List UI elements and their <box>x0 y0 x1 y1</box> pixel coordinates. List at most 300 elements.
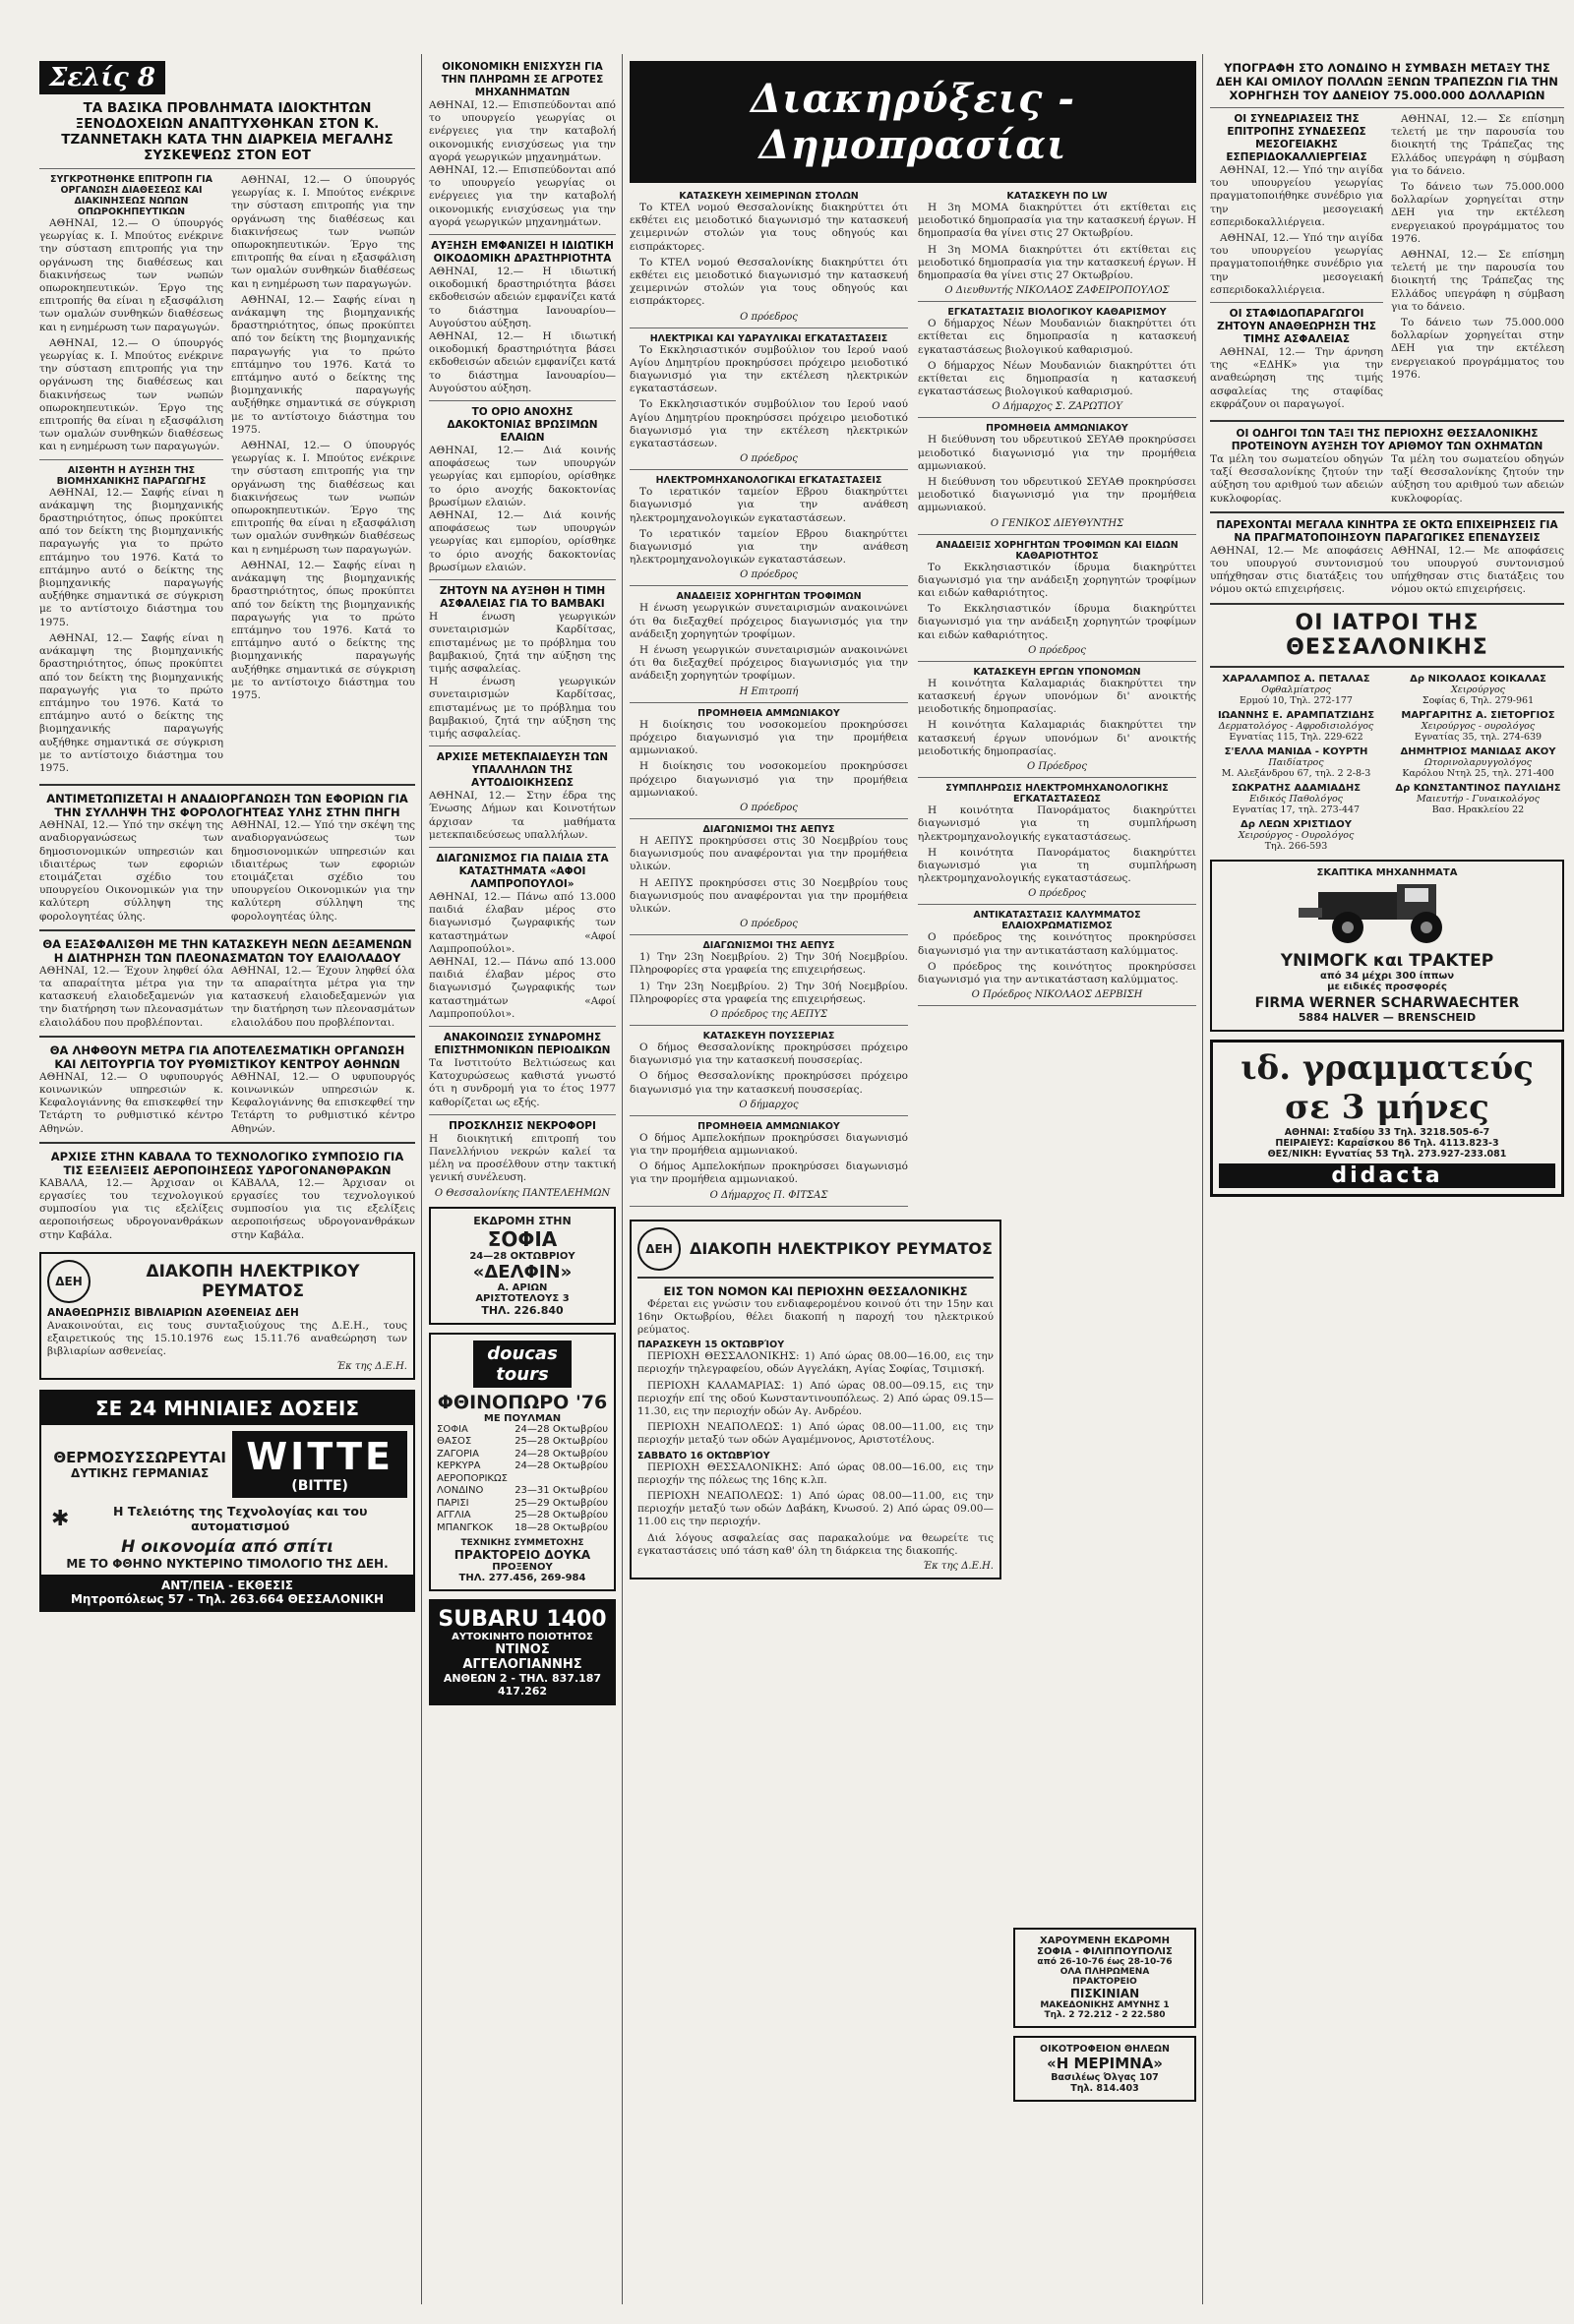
tender-notice <box>630 824 908 935</box>
tender-title: ΣΥΜΠΛΗΡΩΣΙΣ ΗΛΕΚΤΡΟΜΗΧΑΝΟΛΟΓΙΚΗΣ ΕΓΚΑΤΑΣΤΑΣΕΩΣ <box>945 783 1169 805</box>
dei-ad-title: ΔΙΑΚΟΠΗ ΗΛΕΚΤΡΙΚΟΥ ΡΕΥΜΑΤΟΣ <box>146 1261 360 1301</box>
article-text: ΑΘΗΝΑΙ, 12.— Διά κοινής αποφάσεως των υπουργών γεωργίας και εμπορίου, ορίσθηκε το όριο ανοχής δακοκτονίας βρωσίμων ελαιών. <box>429 445 616 508</box>
tender-text: Η 3η ΜΟΜΑ διακηρύττει ότι εκτίθεται εις μειοδοτικό δημοπρασία για την κατασκευή έργων. Η δημοπρασία θα γίνει στις 27 Οκτωβρίου. <box>918 202 1196 240</box>
headline-hotels: ΤΑ ΒΑΣΙΚΑ ΠΡΟΒΛΗΜΑΤΑ ΙΔΙΟΚΤΗΤΩΝ ΞΕΝΟΔΟΧΕΙΩΝ ΑΝΑΠΤΥΧΘΗΚΑΝ ΣΤΟΝ Κ. ΤΖΑΝΝΕΤΑΚΗ ΚΑΤΑ ΤΗΝ ΔΙΑΡΚΕΙΑ ΜΕΓΑΛΗΣ ΣΥΣΚΕΨΕΩΣ ΣΤΟΝ ΕΟΤ <box>61 100 394 163</box>
delfin-line5: Α. ΑΡΙΩΝ <box>497 1281 548 1293</box>
article-text: ΑΘΗΝΑΙ, 12.— Σαφής είναι η ανάκαμψη της βιομηχανικής δραστηριότητος, όπως προκύπτει από τον δείκτη της βιομηχανικής παραγωγής για το πρώτο επτάμηνο του 1976. Κατά το επτάμηνο αυτό ο δείκτης της βιομηχανικής παραγωγής αυξήθηκε σημαντικά σε σύγκριση με το αντίστοιχο διάστημα του 1975. <box>231 559 415 701</box>
doctor-specialty: Ειδικός Παθολόγος <box>1249 793 1343 804</box>
delfin-line7: ΤΗΛ. 226.840 <box>481 1303 564 1317</box>
article-text: ΑΘΗΝΑΙ, 12.— Έχουν ληφθεί όλα τα απαραίτητα μέτρα για την κατασκευή ελαιοδεξαμενών για την διατήρηση των πλεονασμάτων ελαιολάδου που προβλέπονται. <box>39 964 223 1029</box>
tractor-icon <box>1279 878 1495 947</box>
doctor-specialty: Οφθαλμίατρος <box>1261 684 1331 695</box>
article-text: ΑΘΗΝΑΙ, 12.— Υπό την σκέψη της αναδιοργανώσεως των δημοσιονομικών υπηρεσιών και ιδιαιτέρως των εφοριών ετοιμάζεται σχέδιο του υπουργείου Οικονομικών για την καλύτερη σύλληψη της φορολογητέας ύλης. <box>231 819 415 923</box>
article-text: ΑΘΗΝΑΙ, 12.— Ο υφυπουργός κοινωνικών υπηρεσιών κ. Κεφαλογιάννης θα επισκεφθεί την Τετάρτη το ρυθμιστικό κέντρο Αθηνών. <box>39 1070 223 1135</box>
tender-notice <box>630 191 908 328</box>
tender-notice <box>918 423 1196 534</box>
article-text: ΑΘΗΝΑΙ, 12.— Σαφής είναι η ανάκαμψη της βιομηχανικής δραστηριότητος, όπως προκύπτει από τον δείκτη της βιομηχανικής παραγωγής για το πρώτο επτάμηνο του 1976. Κατά το επτάμηνο αυτό ο δείκτης της βιομηχανικής παραγωγής αυξήθηκε σημαντικά σε σύγκριση με το αντίστοιχο διάστημα του 1975. <box>39 486 223 628</box>
tender-notice <box>630 1121 908 1207</box>
article-text: ΑΘΗΝΑΙ, 12.— Σαφής είναι η ανάκαμψη της βιομηχανικής δραστηριότητος, όπως προκύπτει από τον δείκτη της βιομηχανικής παραγωγής για το πρώτο επτάμηνο του 1976. Κατά το επτάμηνο αυτό ο δείκτης της βιομηχανικής παραγωγής αυξήθηκε σημαντικά σε σύγκριση με το αντίστοιχο διάστημα του 1975. <box>39 631 223 774</box>
tender-title: ΕΓΚΑΤΑΣΤΑΣΙΣ ΒΙΟΛΟΓΙΚΟΥ ΚΑΘΑΡΙΣΜΟΥ <box>947 307 1167 319</box>
tender-text: Ο πρόεδρος της κοινότητος προκηρύσσει διαγωνισμό για την αντικατάσταση καλύμματος. <box>918 931 1196 957</box>
tender-text: Η ένωση γεωργικών συνεταιρισμών ανακοινώνει ότι θα διεξαχθεί πρόχειρος διαγωνισμός για την ανάδειξη χορηγητών τροφίμων. <box>630 602 908 640</box>
tractor-firm: FIRMA WERNER SCHARWAECHTER <box>1254 994 1520 1011</box>
headline-construction: ΑΥΞΗΣΗ ΕΜΦΑΝΙΖΕΙ Η ΙΔΙΩΤΙΚΗ ΟΙΚΟΔΟΜΙΚΗ ΔΡΑΣΤΗΡΙΟΤΗΤΑ <box>431 240 614 266</box>
doctor-specialty: Μαιευτήρ - Γυναικολόγος <box>1416 793 1541 804</box>
article-text: ΑΘΗΝΑΙ, 12.— Υπό την αιγίδα του υπουργείου γεωργίας πραγματοποιήθηκε συνέδριο για την μεσογειακή εσπεριδοκαλλιέργεια. <box>1210 232 1383 296</box>
trip-place: ΑΕΡΟΠΟΡΙΚΩΣ <box>437 1472 508 1484</box>
doucas-footer-4: ΤΗΛ. 277.456, 269-984 <box>458 1573 586 1584</box>
tender-text: Ο δήμος Θεσσαλονίκης προκηρύσσει πρόχειρο διαγωνισμό για την κατασκευή πουσσερίας. <box>630 1070 908 1096</box>
tender-text: Το Εκκλησιαστικόν ίδρυμα διακηρύττει διαγωνισμό για την ανάδειξη χορηγητών τροφίμων και ειδών καθαριότητος. <box>918 561 1196 600</box>
tender-notice <box>918 191 1196 302</box>
doctor-address: Μ. Αλεξάνδρου 67, τηλ. 2 2-8-3 <box>1221 767 1371 779</box>
trip-place: ΘΑΣΟΣ <box>437 1436 472 1448</box>
doctor-name: Δρ ΛΕΩΝ ΧΡΙΣΤΙΔΟΥ <box>1241 818 1352 830</box>
article-text: Τα Ινστιτούτο Βελτιώσεως και Κατοχυρώσεως καθιστά γνωστό ότι η συνδρομή για το έτος 1977 καθορίζεται ως εξής. <box>429 1056 616 1108</box>
doctor-specialty: Χειρούργος <box>1451 684 1505 695</box>
tractor-ad <box>1210 860 1564 1032</box>
column-rule <box>421 54 422 2304</box>
excursion-t2: ΣΟΦΙΑ - ΦΙΛΙΠΠΟΥΠΟΛΙΣ <box>1037 1946 1173 1957</box>
tender-title: ΚΑΤΑΣΚΕΥΗ ΠΟ LW <box>1006 191 1108 202</box>
article-text: Το δάνειο των 75.000.000 δολλαρίων χορηγείται στην ΔΕΗ για την εκτέλεση ενεργειακού προγράμματος του 1976. <box>1391 317 1564 381</box>
dei-ad-signature: Έκ της Δ.Ε.Η. <box>336 1361 407 1373</box>
tender-text: 1) Την 23η Νοεμβρίου. 2) Την 30ή Νοεμβρίου. Πληροφορίες στα γραφεία της επιχειρήσεως. <box>630 951 908 977</box>
dei-outage-p1: ΠΕΡΙΟΧΗ ΘΕΣΣΑΛΟΝΙΚΗΣ: 1) Από ώρας 08.00—16.00, εις την περιοχήν τηλεγραφείου, οδών Αγγελάκη, Αγίας Σοφίας, Τσιμισκή. <box>637 1350 994 1376</box>
article-text: Η ένωση γεωργικών συνεταιρισμών Καρδίτσας, επισταμένως με το πρόβλημα του βαμβακιού, ζητά την αύξηση της τιμής ασφαλείας. <box>429 611 616 675</box>
doctor-entry <box>1210 819 1382 852</box>
doctor-entry <box>1210 783 1382 815</box>
tender-notice <box>918 910 1196 1006</box>
trip-dates: 24—28 Οκτωβρίου <box>515 1460 608 1472</box>
doctor-name: ΜΑΡΓΑΡΙΤΗΣ Α. ΣΙΕΤΟΡΓΙΟΣ <box>1401 709 1555 721</box>
article-text: ΑΘΗΝΑΙ, 12.— Επισπεύδονται από το υπουργείο γεωργίας οι ενέργειες για την καταβολή οικονομικής ενισχύσεως για την αγορά γεωργικών μηχανημάτων. <box>429 99 616 163</box>
delfin-line3: 24—28 ΟΚΤΩΒΡΙΟΥ <box>469 1250 575 1262</box>
didacta-a1: ΑΘΗΝΑΙ: Σταδίου 33 Τηλ. 3218.505-6-7 <box>1284 1126 1490 1138</box>
tender-text: Ο δήμος Αμπελοκήπων προκηρύσσει διαγωνισμό για την προμήθεια αμμωνιακού. <box>630 1131 908 1157</box>
dei-outage-title: ΔΙΑΚΟΠΗ ΗΛΕΚΤΡΙΚΟΥ ΡΕΥΜΑΤΟΣ <box>690 1239 993 1259</box>
trip-row <box>437 1473 608 1486</box>
excursion-t6: ΠΙΣΚΙΝΙΑΝ <box>1069 1987 1140 2000</box>
witte-brand-sub: (BITTE) <box>291 1478 348 1495</box>
didacta-h2: σε 3 μήνες <box>1285 1087 1489 1127</box>
doctor-address: Εγνατίας 115, Τηλ. 229-622 <box>1229 731 1363 743</box>
article-text: ΑΘΗΝΑΙ, 12.— Σε επίσημη τελετή με την παρουσία του διοικητή της Τράπεζας της Ελλάδος υπεγράφη η σύμβαση για το δάνειο. <box>1391 249 1564 313</box>
doctor-name: ΙΩΑΝΝΗΣ Ε. ΑΡΑΜΠΑΤΖΙΔΗΣ <box>1217 709 1375 721</box>
excursion-t7: ΜΑΚΕΔΟΝΙΚΗΣ ΑΜΥΝΗΣ 1 <box>1040 2000 1170 2010</box>
delfin-line1: ΕΚΔΡΟΜΗ ΣΤΗΝ <box>473 1214 572 1227</box>
tender-notice <box>630 940 908 1026</box>
article-text: ΑΘΗΝΑΙ, 12.— Ο ύπουργός γεωργίας κ. Ι. Μπούτος ενέκρινε την σύσταση επιτροπής για την οργάνωση της διαθέσεως και διακινήσεως των νωπών οπωροκηπευτικών. Έργο της επιτροπής θα είναι η εξασφάλιση των ομαλών συνθηκών διαθέσεως και η ενημέρωση των παραγωγών. <box>39 217 223 333</box>
doucas-title: ΦΘΙΝΟΠΩΡΟ '76 <box>437 1391 608 1413</box>
merimna-ad <box>1013 2036 1196 2102</box>
doctor-address: Βασ. Ηρακλείου 22 <box>1431 804 1525 815</box>
article-text: Η ένωση γεωργικών συνεταιρισμών Καρδίτσας, επισταμένως με το πρόβλημα του βαμβακιού, ζητά την αύξηση της τιμής ασφαλείας. <box>429 676 616 740</box>
article-text: ΑΘΗΝΑΙ, 12.— Υπό την αιγίδα του υπουργείου γεωργίας πραγματοποιήθηκε συνέδριο για την μεσογειακή εσπεριδοκαλλιέργεια. <box>1210 164 1383 228</box>
article-text: ΑΘΗΝΑΙ, 12.— Επισπεύδονται από το υπουργείο γεωργίας οι ενέργειες για την καταβολή οικονομικής ενισχύσεως για την αγορά γεωργικών μηχανημάτων. <box>429 164 616 228</box>
headline-olive-oil: ΘΑ ΕΞΑΣΦΑΛΙΣΘΗ ΜΕ ΤΗΝ ΚΑΤΑΣΚΕΥΗ ΝΕΩΝ ΔΕΞΑΜΕΝΩΝ Η ΔΙΑΤΗΡΗΣΗ ΤΩΝ ΠΛΕΟΝΑΣΜΑΤΩΝ ΤΟΥ ΕΛΑΙΟΛΑΔΟΥ <box>42 936 412 965</box>
trip-row <box>437 1510 608 1522</box>
headline-tax-offices: ΑΝΤΙΜΕΤΩΠΙΖΕΤΑΙ Η ΑΝΑΔΙΟΡΓΑΝΩΣΗ ΤΩΝ ΕΦΟΡΙΩΝ ΓΙΑ ΤΗΝ ΣΥΛΛΗΨΗ ΤΗΣ ΦΟΡΟΛΟΓΗΤΕΑΣ ΥΛΗΣ ΣΤΗΝ ΠΗΓΗ <box>46 792 408 820</box>
tender-text: Η κοινότητα Καλαμαριάς διακηρύττει την κατασκευή έργων υπονόμων δι' ανοικτής μειοδοτικής δημοπρασίας. <box>918 677 1196 716</box>
headline-machinery: ΟΙΚΟΝΟΜΙΚΗ ΕΝΙΣΧΥΣΗ ΓΙΑ ΤΗΝ ΠΛΗΡΩΜΗ ΣΕ ΑΓΡΟΤΕΣ ΜΗΧΑΝΗΜΑΤΩΝ <box>441 61 604 98</box>
column-rule <box>622 54 623 2304</box>
tender-title: ΗΛΕΚΤΡΙΚΑΙ ΚΑΙ ΥΔΡΑΥΛΙΚΑΙ ΕΓΚΑΤΑΣΤΑΣΕΙΣ <box>649 332 888 344</box>
trip-row <box>437 1522 608 1535</box>
headline-taxis: ΟΙ ΟΔΗΓΟΙ ΤΩΝ ΤΑΞΙ ΤΗΣ ΠΕΡΙΟΧΗΣ ΘΕΣΣΑΛΟΝΙΚΗΣ ΠΡΟΤΕΙΝΟΥΝ ΑΥΞΗΣΗ ΤΟΥ ΑΡΙΘΜΟΥ ΤΩΝ ΟΧΗΜΑΤΩΝ <box>1231 428 1544 453</box>
col4-bottom-ads <box>1013 1928 1196 2102</box>
tender-signature: Ο πρόεδρος της ΑΕΠΥΣ <box>709 1008 828 1020</box>
merimna-t4: Τηλ. 814.403 <box>1070 2083 1139 2094</box>
article-text: ΑΘΗΝΑΙ, 12.— Στην έδρα της Ένωσης Δήμων και Κοινοτήτων άρχισαν τα μαθήματα μετεκπαιδεύσεως υπαλλήλων. <box>429 790 616 841</box>
trip-row <box>437 1498 608 1511</box>
headline-journals: ΑΝΑΚΟΙΝΩΣΙΣ ΣΥΝΔΡΟΜΗΣ ΕΠΙΣΤΗΜΟΝΙΚΩΝ ΠΕΡΙΟΔΙΚΩΝ <box>434 1031 611 1056</box>
tender-text: Το ιερατικόν ταμείον Εβρου διακηρύττει διαγωνισμό για την ανάθεση ηλεκτρομηχανολογικών εγκαταστάσεων. <box>630 527 908 566</box>
doctor-entry <box>1392 783 1564 815</box>
dei-outage-heading: ΕΙΣ ΤΟΝ ΝΟΜΟΝ ΚΑΙ ΠΕΡΙΟΧΗΝ ΘΕΣΣΑΛΟΝΙΚΗΣ <box>663 1283 968 1298</box>
witte-brand: WITTE <box>246 1435 394 1479</box>
article-text: ΑΘΗΝΑΙ, 12.— Με αποφάσεις του υπουργού συντονισμού υπήχθησαν στις διατάξεις του νόμου οκτώ επιχειρήσεις. <box>1210 544 1383 596</box>
doctor-address: Εγνατίας 17, τηλ. 273-447 <box>1232 804 1361 815</box>
trip-dates: 24—28 Οκτωβρίου <box>515 1448 608 1460</box>
trip-row <box>437 1424 608 1437</box>
tender-text: Η κοινότητα Πανοράματος διακηρύττει διαγωνισμό για τη συμπλήρωση ηλεκτρομηχανολογικής εγκαταστάσεως. <box>918 846 1196 885</box>
witte-tagline-2: ΜΕ ΤΟ ΦΘΗΝΟ ΝΥΚΤΕΡΙΝΟ ΤΙΜΟΛΟΓΙΟ ΤΗΣ ΔΕΗ. <box>66 1557 389 1572</box>
witte-address: Μητροπόλεως 57 - Τηλ. 263.664 ΘΕΣΣΑΛΟΝΙΚΗ <box>70 1592 385 1607</box>
article-text: ΑΘΗΝΑΙ, 12.— Ο ύπουργός γεωργίας κ. Ι. Μπούτος ενέκρινε την σύσταση επιτροπής για την οργάνωση της διαθέσεως και διακινήσεως των νωπών οπωροκηπευτικών. Έργο της επιτροπής θα είναι η εξασφάλιση των ομαλών συνθηκών διαθέσεως και η ενημέρωση των παραγωγών. <box>231 174 415 290</box>
page-number-tag: Σελίς 8 <box>39 61 165 94</box>
merimna-t2: «Η ΜΕΡΙΜΝΑ» <box>1047 2055 1163 2072</box>
doctor-name: Δρ ΝΙΚΟΛΑΟΣ ΚΟΙΚΑΛΑΣ <box>1410 673 1546 685</box>
article-text: ΑΘΗΝΑΙ, 12.— Την άρνηση της «ΕΔΗΚ» για την αναθεώρηση της τιμής ασφαλείας της σταφίδας εκφράζουν οι παραγωγοί. <box>1210 346 1383 410</box>
headline-kavala-symposium: ΑΡΧΙΣΕ ΣΤΗΝ ΚΑΒΑΛΑ ΤΟ ΤΕΧΝΟΛΟΓΙΚΟ ΣΥΜΠΟΣΙΟ ΓΙΑ ΤΙΣ ΕΞΕΛΙΞΕΙΣ ΑΕΡΟΠΟΙΗΣΕΩΣ ΥΔΡΟΓΟΝΑΝΘΡΑΚΩΝ <box>50 1149 404 1177</box>
tenders-column-a <box>630 191 908 1212</box>
article-text: ΑΘΗΝΑΙ, 12.— Ο ύπουργός γεωργίας κ. Ι. Μπούτος ενέκρινε την σύσταση επιτροπής για την οργάνωση της διαθέσεως και διακινήσεως των νωπών οπωροκηπευτικών. Έργο της επιτροπής θα είναι η εξασφάλιση των ομαλών συνθηκών διαθέσεως και η ενημέρωση των παραγωγών. <box>39 336 223 453</box>
article-text: ΑΘΗΝΑΙ, 12.— Διά κοινής αποφάσεως των υπουργών γεωργίας και εμπορίου, ορίσθηκε το όριο ανοχής δακοκτονίας βρωσίμων ελαιών. <box>429 509 616 573</box>
tender-signature: Ο Πρόεδρος <box>1027 761 1087 773</box>
witte-star-text: Η Τελειότης της Τεχνολογίας και του αυτοματισμού <box>112 1504 368 1534</box>
dei-outage-intro: Φέρεται εις γνώσιν του ενδιαφερομένου κοινού ότι την 15ην και 16ην Οκτωβρίου, θέλει διακοπή η παροχή του ηλεκτρικού ρεύματος. <box>637 1297 994 1336</box>
doctor-address: Ερμού 10, Τηλ. 272-177 <box>1240 694 1353 706</box>
headline-loan: ΥΠΟΓΡΑΦΗ ΣΤΟ ΛΟΝΔΙΝΟ Η ΣΥΜΒΑΣΗ ΜΕΤΑΞΥ ΤΗΣ ΔΕΗ ΚΑΙ ΟΜΙΛΟΥ ΠΟΛΛΩΝ ΞΕΝΩΝ ΤΡΑΠΕΖΩΝ ΓΙΑ ΤΗΝ ΧΟΡΗΓΗΣΗ ΤΟΥ ΔΑΝΕΙΟΥ 75.000.000 ΔΟΛΛΑΡΙΩΝ <box>1216 61 1558 102</box>
tender-text: Η ΑΕΠΥΣ προκηρύσσει στις 30 Νοεμβρίου τους διαγωνισμούς που αναφέρονται για την προμήθεια υλικών. <box>630 876 908 915</box>
article-text: ΑΘΗΝΑΙ, 12.— Η ιδιωτική οικοδομική δραστηριότητα βάσει εκδοθεισών αδειών εμφανίζει κατά το διάστημα Ιανουαρίου—Αυγούστου αύξηση. <box>429 266 616 329</box>
tender-title: ΗΛΕΚΤΡΟΜΗΧΑΝΟΛΟΓΙΚΑΙ ΕΓΚΑΤΑΣΤΑΣΕΙΣ <box>655 475 882 487</box>
didacta-h1: ιδ. γραμματεύς <box>1241 1047 1534 1088</box>
witte-tagline: Η οικονομία από σπίτι <box>121 1537 333 1558</box>
witte-ad-line2: ΔΥΤΙΚΗΣ ΓΕΡΜΑΝΙΑΣ <box>71 1466 210 1481</box>
article-text: ΚΑΒΑΛΑ, 12.— Άρχισαν οι εργασίες του τεχνολογικού συμποσίου για τις εξελίξεις αεροποιήσεως υδρογονανθράκων στην Καβάλα. <box>231 1176 415 1241</box>
subaru-line4: ΑΝΘΕΩΝ 2 - ΤΗΛ. 837.187 <box>443 1672 602 1686</box>
article-text: Το δάνειο των 75.000.000 δολλαρίων χορηγείται στην ΔΕΗ για την εκτέλεση ενεργειακού προγράμματος του 1976. <box>1391 181 1564 245</box>
excursion-t1: ΧΑΡΟΥΜΕΝΗ ΕΚΔΡΟΜΗ <box>1040 1936 1170 1946</box>
tender-title: ΚΑΤΑΣΚΕΥΗ ΕΡΓΩΝ ΥΠΟΝΟΜΩΝ <box>973 666 1141 678</box>
subaru-line5: 417.262 <box>497 1685 548 1698</box>
doctor-specialty: Χειρούργος - Ουρολόγος <box>1238 829 1355 841</box>
doucas-logo-1: doucas <box>487 1342 558 1364</box>
tender-text: Η διοίκησις του νοσοκομείου προκηρύσσει πρόχειρο διαγωνισμό για την προμήθεια αμμωνιακού. <box>630 718 908 757</box>
tender-notice <box>918 783 1196 905</box>
trip-row <box>437 1485 608 1498</box>
article-text: ΑΘΗΝΑΙ, 12.— Ο υφυπουργός κοινωνικών υπηρεσιών κ. Κεφαλογιάννης θα επισκεφθεί την Τετάρτη το ρυθμιστικό κέντρο Αθηνών. <box>231 1070 415 1135</box>
tender-signature: Ο πρόεδρος <box>740 453 798 465</box>
tender-signature: Ο πρόεδρος <box>740 919 798 930</box>
doctor-entry <box>1210 710 1382 743</box>
doctor-name: Δρ ΚΩΝΣΤΑΝΤΙΝΟΣ ΠΑΥΛΙΔΗΣ <box>1395 782 1561 794</box>
tender-signature: Ο Διευθυντής ΝΙΚΟΛΑΟΣ ΖΑΦΕΙΡΟΠΟΥΛΟΣ <box>944 285 1170 297</box>
dei-outage-day2: ΣΑΒΒΑΤΟ 16 ΟΚΤΩΒΡΊΟΥ <box>637 1450 770 1461</box>
subaru-line2: ΑΥΤΟΚΙΝΗΤΟ ΠΟΙΟΤΗΤΟΣ <box>452 1632 593 1643</box>
didacta-a2: ΠΕΙΡΑΙΕΥΣ: Καραΐσκου 86 Τηλ. 4113.823-3 <box>1275 1137 1499 1149</box>
doucas-ad <box>429 1333 616 1592</box>
tender-text: Ο δήμος Θεσσαλονίκης προκηρύσσει πρόχειρο διαγωνισμό για την κατασκευή πουσσερίας. <box>630 1041 908 1067</box>
trip-row <box>437 1460 608 1473</box>
doctor-specialty: Παιδίατρος <box>1268 756 1324 768</box>
didacta-a3: ΘΕΣ/ΝΙΚΗ: Εγνατίας 53 Τηλ. 273.927-233.081 <box>1267 1148 1507 1160</box>
doctor-specialty: Χειρούργος - ουρολόγος <box>1421 720 1536 732</box>
article-text: ΑΘΗΝΑΙ, 12.— Ο ύπουργός γεωργίας κ. Ι. Μπούτος ενέκρινε την σύσταση επιτροπής για την οργάνωση της διαθέσεως και διακινήσεως των νωπών οπωροκηπευτικών. Έργο της επιτροπής θα είναι η εξασφάλιση των ομαλών συνθηκών διαθέσεως και η ενημέρωση των παραγωγών. <box>231 440 415 556</box>
tender-text: 1) Την 23η Νοεμβρίου. 2) Την 30ή Νοεμβρίου. Πληροφορίες στα γραφεία της επιχειρήσεως. <box>630 980 908 1005</box>
delfin-ad <box>429 1207 616 1325</box>
column-rule <box>1202 54 1203 2304</box>
tender-signature: Ο πρόεδρος <box>1028 644 1086 656</box>
trip-row <box>437 1436 608 1449</box>
dei-ad-heading: ΑΝΑΘΕΩΡΗΣΙΣ ΒΙΒΛΙΑΡΙΩΝ ΑΣΘΕΝΕΙΑΣ ΔΕΗ <box>47 1306 299 1319</box>
tender-title: ΠΡΟΜΗΘΕΙΑ ΑΜΜΩΝΙΑΚΟΥ <box>697 1120 840 1132</box>
article-text: ΚΑΒΑΛΑ, 12.— Άρχισαν οι εργασίες του τεχνολογικού συμποσίου για τις εξελίξεις αεροποιήσεως υδρογονανθράκων στην Καβάλα. <box>39 1176 223 1241</box>
doctor-address: Τηλ. 266-593 <box>1264 840 1328 852</box>
doctor-address: Σοφίας 6, Τηλ. 279-961 <box>1422 694 1535 706</box>
doctor-entry <box>1392 710 1564 743</box>
excursion-ad <box>1013 1928 1196 2028</box>
subhead-industry: ΑΙΣΘΗΤΗ Η ΑΥΞΗΣΗ ΤΗΣ ΒΙΟΜΗΧΑΝΙΚΗΣ ΠΑΡΑΓΩΓΗΣ <box>56 464 207 487</box>
tractor-t2: ΥΝΙΜΟΓΚ και ΤΡΑΚΤΕΡ <box>1280 950 1494 971</box>
trip-place: ΜΠΑΝΓΚΟΚ <box>437 1521 494 1533</box>
dei-outage-p2: ΠΕΡΙΟΧΗ ΚΑΛΑΜΑΡΙΑΣ: 1) Από ώρας 08.00—09.15, εις την περιοχήν επί της οδού Κωνσταντινουπόλεως. 2) Από ώρας 09.15—11.30, εις την περιοχήν οδών Αγ. Ανδρέου. <box>637 1379 994 1417</box>
tractor-t3: από 34 μέχρι 300 ίππων <box>1319 970 1454 982</box>
article-text: ΑΘΗΝΑΙ, 12.— Έχουν ληφθεί όλα τα απαραίτητα μέτρα για την κατασκευή ελαιοδεξαμενών για την διατήρηση των πλεονασμάτων ελαιολάδου που προβλέπονται. <box>231 964 415 1029</box>
tender-signature: Ο Δήμαρχος Π. ΦΙΤΣΑΣ <box>709 1189 828 1201</box>
headline-incentives: ΠΑΡΕΧΟΝΤΑΙ ΜΕΓΑΛΑ ΚΙΝΗΤΡΑ ΣΕ ΟΚΤΩ ΕΠΙΧΕΙΡΗΣΕΙΣ ΓΙΑ ΝΑ ΠΡΑΓΜΑΤΟΠΟΙΗΣΟΥΝ ΠΑΡΑΓΩΓΙΚΕΣ ΕΠΕΝΔΥΣΕΙΣ <box>1216 518 1558 544</box>
tender-title: ΑΝΑΔΕΙΞΙΣ ΧΟΡΗΓΗΤΩΝ ΤΡΟΦΙΜΩΝ <box>676 591 862 603</box>
tender-text: Το Εκκλησιαστικόν συμβούλιον του Ιερού ναού Αγίου Δημητρίου προκηρύσσει πρόχειρο μειοδοτικό διαγωνισμό για την εκτέλεση ηλεκτρικών εγκαταστάσεων. <box>630 343 908 395</box>
tender-signature: Ο πρόεδρος <box>1028 888 1086 900</box>
tender-text: Η κοινότητα Πανοράματος διακηρύττει διαγωνισμό για τη συμπλήρωση ηλεκτρομηχανολογικής εγκαταστάσεως. <box>918 804 1196 843</box>
doctor-entry <box>1392 746 1564 779</box>
tender-title: ΚΑΤΑΣΚΕΥΗ ΠΟΥΣΣΕΡΙΑΣ <box>702 1030 835 1042</box>
tender-text: Η κοινότητα Καλαμαριάς διακηρύττει την κατασκευή έργων υπονόμων δι' ανοικτής μειοδοτικής δημοπρασίας. <box>918 719 1196 757</box>
article-text: ΑΘΗΝΑΙ, 12.— Η ιδιωτική οικοδομική δραστηριότητα βάσει εκδοθεισών αδειών εμφανίζει κατά το διάστημα Ιανουαρίου—Αυγούστου αύξηση. <box>429 330 616 394</box>
article-text: Η διοικητική επιτροπή του Πανελλήνιου νεκρών καλεί τα μέλη να προσέλθουν στην τακτική γενική συνέλευση. <box>429 1132 616 1184</box>
dei-outage-p3: ΠΕΡΙΟΧΗ ΝΕΑΠΟΛΕΩΣ: 1) Από ώρας 08.00—11.00, εις την περιοχήν μεταξύ των οδών Αγαμέμνονος, Αριστοτέλους. <box>637 1421 994 1447</box>
star-icon: ✱ <box>51 1506 70 1531</box>
article-text: ΑΘΗΝΑΙ, 12.— Σε επίσημη τελετή με την παρουσία του διοικητή της Τράπεζας της Ελλάδος υπεγράφη η σύμβαση για το δάνειο. <box>1391 113 1564 177</box>
dei-logo-icon: ΔΕΗ <box>637 1227 681 1271</box>
tender-signature: Ο πρόεδρος <box>740 802 798 813</box>
article-text: ΑΘΗΝΑΙ, 12.— Πάνω από 13.000 παιδιά έλαβαν μέρος στο διαγωνισμό ζωγραφικής των καταστημάτων «Αφοί Λαμπροπούλοι». <box>429 890 616 955</box>
tender-text: Ο δήμαρχος Νέων Μουδανιών διακηρύττει ότι εκτίθεται εις δημοπρασία η κατασκευή εγκαταστάσεως βιολογικού καθαρισμού. <box>918 359 1196 398</box>
headline-cotton: ΖΗΤΟΥΝ ΝΑ ΑΥΞΗΘΗ Η ΤΙΜΗ ΑΣΦΑΛΕΙΑΣ ΓΙΑ ΤΟ ΒΑΜΒΑΚΙ <box>439 585 606 611</box>
doucas-sub: ΜΕ ΠΟΥΛΜΑΝ <box>483 1412 562 1424</box>
headline-regulation-center: ΘΑ ΛΗΦΘΟΥΝ ΜΕΤΡΑ ΓΙΑ ΑΠΟΤΕΛΕΣΜΑΤΙΚΗ ΟΡΓΑΝΩΣΗ ΚΑΙ ΛΕΙΤΟΥΡΓΙΑ ΤΟΥ ΡΥΘΜΙΣΤΙΚΟΥ ΚΕΝΤΡΟΥ ΑΘΗΝΩΝ <box>49 1043 405 1071</box>
doctors-title: ΟΙ ΙΑΤΡΟΙ ΤΗΣ ΘΕΣΣΑΛΟΝΙΚΗΣ <box>1286 610 1488 660</box>
doctor-name: ΣΩΚΡΑΤΗΣ ΑΔΑΜΙΑΔΗΣ <box>1231 782 1362 794</box>
trip-place: ΛΟΝΔΙΝΟ <box>437 1485 484 1497</box>
headline-training: ΑΡΧΙΣΕ ΜΕΤΕΚΠΑΙΔΕΥΣΗ ΤΩΝ ΥΠΑΛΛΗΛΩΝ ΤΗΣ ΑΥΤΟΔΙΟΙΚΗΣΕΩΣ <box>436 751 609 790</box>
excursion-t4: ΟΛΑ ΠΛΗΡΩΜΕΝΑ <box>1059 1967 1150 1977</box>
dei-notice-booklets <box>39 1252 415 1381</box>
doucas-footer-2: ΠΡΑΚΤΟΡΕΙΟ ΔΟΥΚΑ <box>454 1548 591 1563</box>
delfin-line2: ΣΟΦΙΑ <box>487 1226 558 1251</box>
merimna-t1: ΟΙΚΟΤΡΟΦΕΙΟΝ ΘΗΛΕΩΝ <box>1040 2044 1170 2055</box>
tender-signature: Ο Δήμαρχος Σ. ΖΑΡΩΤΙΟΥ <box>992 401 1122 413</box>
doctor-entry <box>1210 674 1382 706</box>
tender-title: ΑΝΤΙΚΑΤΑΣΤΑΣΙΣ ΚΑΛΥΜΜΑΤΟΣ ΕΛΑΙΟΧΡΩΜΑΤΙΣΜΟΣ <box>973 910 1141 932</box>
tender-text: Ο πρόεδρος της κοινότητος προκηρύσσει διαγωνισμό για την αντικατάσταση καλύμματος. <box>918 960 1196 985</box>
doctor-address: Εγνατίας 35, τηλ. 274-639 <box>1414 731 1543 743</box>
doctor-specialty: Δερματολόγος - Αφροδισιολόγος <box>1218 720 1374 732</box>
tender-signature: Ο Πρόεδρος ΝΙΚΟΛΑΟΣ ΔΕΡΒΙΣΗ <box>971 989 1143 1001</box>
tender-title: ΑΝΑΔΕΙΞΙΣ ΧΟΡΗΓΗΤΩΝ ΤΡΟΦΙΜΩΝ ΚΑΙ ΕΙΔΩΝ ΚΑΘΑΡΙΟΤΗΤΟΣ <box>936 539 1179 562</box>
tender-signature: Ο πρόεδρος <box>740 311 798 323</box>
tender-title: ΚΑΤΑΣΚΕΥΗ ΧΕΙΜΕΡΙΝΩΝ ΣΤΟΛΩΝ <box>679 191 859 202</box>
tender-notice <box>918 307 1196 418</box>
witte-agent: ΑΝΤ/ΠΕΙΑ - ΕΚΘΕΣΙΣ <box>161 1579 293 1593</box>
headline-olives: ΤΟ ΟΡΙΟ ΑΝΟΧΗΣ ΔΑΚΟΚΤΟΝΙΑΣ ΒΡΩΣΙΜΩΝ ΕΛΑΙΩΝ <box>447 406 598 445</box>
trip-place: ΣΟΦΙΑ <box>437 1423 468 1435</box>
tender-text: Το Εκκλησιαστικόν ίδρυμα διακηρύττει διαγωνισμό για την ανάδειξη χορηγητών τροφίμων και ειδών καθαριότητος. <box>918 603 1196 641</box>
tender-notice <box>630 333 908 471</box>
dei-outage-p5: ΠΕΡΙΟΧΗ ΝΕΑΠΟΛΕΩΣ: 1) Από ώρας 08.00—11.00, εις την περιοχήν μεταξύ των οδών Δαβάκη, Κνωσού. 2) Από ώρας 09.00—11.00 εις την περιοχήν. <box>637 1490 994 1528</box>
trip-dates: 25—28 Οκτωβρίου <box>515 1510 608 1521</box>
trip-dates: 23—31 Οκτωβρίου <box>515 1485 608 1497</box>
article-text: Τα μέλη του σωματείου οδηγών ταξί Θεσσαλονίκης ζητούν την αύξηση του αριθμού των αδειών κυκλοφορίας. <box>1210 453 1383 505</box>
tender-title: ΠΡΟΜΗΘΕΙΑ ΑΜΜΩΝΙΑΚΟΥ <box>986 423 1128 435</box>
dei-outage-day1: ΠΑΡΑΣΚΕΥΗ 15 ΟΚΤΩΒΡΊΟΥ <box>637 1340 785 1351</box>
doctor-entry <box>1210 746 1382 779</box>
article-signature: Ο Θεσσαλονίκης ΠΑΝΤΕΛΕΗΜΩΝ <box>434 1187 611 1199</box>
witte-ad-line1: ΘΕΡΜΟΣΥΣΣΩΡΕΥΤΑΙ <box>53 1449 226 1467</box>
doctor-address: Καρόλου Ντηλ 25, τηλ. 271-400 <box>1402 767 1554 779</box>
subaru-line3: ΝΤΙΝΟΣ ΑΓΓΕΛΟΓΙΑΝΝΗΣ <box>462 1642 582 1673</box>
headline-invitation: ΠΡΟΣΚΛΗΣΙΣ ΝΕΚΡΟΦΟΡΙ <box>449 1119 596 1132</box>
tender-signature: Η Επιτροπή <box>739 685 799 697</box>
delfin-line4: «ΔΕΛΦΙΝ» <box>472 1261 573 1282</box>
tractor-t1: ΣΚΑΠΤΙΚΑ ΜΗΧΑΝΗΜΑΤΑ <box>1316 866 1458 878</box>
tender-title: ΔΙΑΓΩΝΙΣΜΟΙ ΤΗΣ ΑΕΠΥΣ <box>702 940 835 952</box>
column-5 <box>1210 61 1564 2324</box>
doctors-directory <box>1210 674 1564 852</box>
dei-outage-outro: Διά λόγους ασφαλείας σας παρακαλούμε να θεωρείτε τις εγκαταστάσεις υπό τάση καθ' όλη τη διάρκεια της διακοπής. <box>637 1531 994 1557</box>
tender-notice <box>630 1031 908 1116</box>
doctor-name: Σ'ΕΛΛΑ ΜΑΝΙΔΑ - ΚΟΥΡΤΗ <box>1224 745 1368 757</box>
dei-ad-text: Ανακοινούται, εις τους συνταξιούχους της Δ.Ε.Η., τους εξαιρετικούς της 15.10.1976 εως 15.11.76 αναθεώρηση των βιβλιαρίων ασθενείας. <box>47 1319 407 1358</box>
column-2 <box>429 61 616 2324</box>
trip-place: ΖΑΓΟΡΙΑ <box>437 1448 479 1460</box>
didacta-brand: didacta <box>1219 1163 1555 1188</box>
subhead-committee: ΣΥΓΚΡΟΤΗΘΗΚΕ ΕΠΙΤΡΟΠΗ ΓΙΑ ΟΡΓΑΝΩΣΗ ΔΙΑΘΕΣΕΩΣ ΚΑΙ ΔΙΑΚΙΝΗΣΕΩΣ ΝΩΠΩΝ ΟΠΩΡΟΚΗΠΕΥΤΙΚΩΝ <box>49 174 213 217</box>
tender-notice <box>630 475 908 586</box>
subaru-ad <box>429 1599 616 1705</box>
dei-notice-outage <box>630 1220 1001 1579</box>
headline-raisins: ΟΙ ΣΤΑΦΙΔΟΠΑΡΑΓΩΓΟΙ ΖΗΤΟΥΝ ΑΝΑΘΕΩΡΗΣΗ ΤΗΣ ΤΙΜΗΣ ΑΣΦΑΛΕΙΑΣ <box>1217 308 1376 346</box>
column-1 <box>39 61 415 2324</box>
doucas-footer-1: ΤΕΧΝΙΚΗΣ ΣΥΜΜΕΤΟΧΗΣ <box>460 1538 584 1549</box>
tender-text: Η διεύθυνση του υδρευτικού ΣΕΥΑΘ προκηρύσσει μειοδοτικό διαγωνισμό για την προμήθεια αμμωνιακού. <box>918 434 1196 472</box>
article-text: ΑΘΗΝΑΙ, 12.— Υπό την σκέψη της αναδιοργανώσεως των δημοσιονομικών υπηρεσιών και ιδιαιτέρως των εφοριών ετοιμάζεται σχέδιο του υπουργείου Οικονομικών για την καλύτερη σύλληψη της φορολογητέας ύλης. <box>39 819 223 923</box>
tender-text: Το Εκκλησιαστικόν συμβούλιον του Ιερού ναού Αγίου Δημητρίου προκηρύσσει πρόχειρο μειοδοτικό διαγωνισμό για την εκτέλεση ηλεκτρικών εγκαταστάσεων. <box>630 398 908 450</box>
trip-place: ΚΕΡΚΥΡΑ <box>437 1460 481 1472</box>
tender-notice <box>918 667 1196 778</box>
tender-text: Ο δήμαρχος Νέων Μουδανιών διακηρύττει ότι εκτίθεται εις δημοπρασία η κατασκευή εγκαταστάσεως βιολογικού καθαρισμού. <box>918 318 1196 356</box>
tender-text: Ο δήμος Αμπελοκήπων προκηρύσσει διαγωνισμό για την προμήθεια αμμωνιακού. <box>630 1161 908 1186</box>
tender-text: Η ένωση γεωργικών συνεταιρισμών ανακοινώνει ότι θα διεξαχθεί πρόχειρος διαγωνισμός για την ανάδειξη χορηγητών τροφίμων. <box>630 644 908 683</box>
merimna-t3: Βασιλέως Όλγας 107 <box>1051 2072 1159 2083</box>
tender-notice <box>630 591 908 702</box>
tenders-column-b <box>918 191 1196 1212</box>
article-text: ΑΘΗΝΑΙ, 12.— Σαφής είναι η ανάκαμψη της βιομηχανικής δραστηριότητος, όπως προκύπτει από τον δείκτη της βιομηχανικής παραγωγής για το πρώτο επτάμηνο του 1976. Κατά το επτάμηνο αυτό ο δείκτης της βιομηχανικής παραγωγής αυξήθηκε σημαντικά σε σύγκριση με το αντίστοιχο διάστημα του 1975. <box>231 293 415 436</box>
article-text: Τα μέλη του σωματείου οδηγών ταξί Θεσσαλονίκης ζητούν την αύξηση του αριθμού των αδειών κυκλοφορίας. <box>1391 453 1564 505</box>
dei-logo-icon: ΔΕΗ <box>47 1260 91 1303</box>
headline-citrus: ΟΙ ΣΥΝΕΔΡΙΑΣΕΙΣ ΤΗΣ ΕΠΙΤΡΟΠΗΣ ΣΥΝΔΕΣΕΩΣ ΜΕΣΟΓΕΙΑΚΗΣ ΕΣΠΕΡΙΔΟΚΑΛΛΙΕΡΓΕΙΑΣ <box>1226 113 1367 163</box>
doctor-entry <box>1392 674 1564 706</box>
tractor-addr: 5884 HALVER — BRENSCHEID <box>1298 1010 1477 1024</box>
trip-dates: 25—29 Οκτωβρίου <box>515 1497 608 1509</box>
didacta-ad <box>1210 1040 1564 1197</box>
trip-place: ΑΓΓΛΙΑ <box>437 1510 471 1521</box>
tender-text: Η διεύθυνση του υδρευτικού ΣΕΥΑΘ προκηρύσσει μειοδοτικό διαγωνισμό για την προμήθεια αμμωνιακού. <box>918 476 1196 514</box>
tender-text: Η διοίκησις του νοσοκομείου προκηρύσσει πρόχειρο διαγωνισμό για την προμήθεια αμμωνιακού. <box>630 760 908 799</box>
doctor-name: ΧΑΡΑΛΑΜΠΟΣ Α. ΠΕΤΑΛΑΣ <box>1222 673 1370 685</box>
doucas-logo-2: tours <box>496 1363 549 1385</box>
tender-title: ΠΡΟΜΗΘΕΙΑ ΑΜΜΩΝΙΑΚΟΥ <box>697 707 840 719</box>
trip-place: ΠΑΡΙΣΙ <box>437 1497 469 1509</box>
tender-text: Η ΑΕΠΥΣ προκηρύσσει στις 30 Νοεμβρίου τους διαγωνισμούς που αναφέρονται για την προμήθεια υλικών. <box>630 834 908 873</box>
tender-text: Η 3η ΜΟΜΑ διακηρύττει ότι εκτίθεται εις μειοδοτικό δημοπρασία για την κατασκευή έργων. Η δημοπρασία θα γίνει στις 27 Οκτωβρίου. <box>918 243 1196 282</box>
witte-ad-top: ΣΕ 24 ΜΗΝΙΑΙΕΣ ΔΟΣΕΙΣ <box>41 1392 413 1425</box>
trip-dates: 25—28 Οκτωβρίου <box>515 1436 608 1448</box>
tender-signature: Ο δήμαρχος <box>739 1099 799 1110</box>
tender-text: Το ΚΤΕΛ νομού Θεσσαλονίκης διακηρύττει ότι εκθέτει εις μειοδοτικό διαγωνισμό την κατασκευή χειμερινών στολών για τους οδηγούς και εισπράκτορες. <box>630 256 908 308</box>
dei-outage-signature: Έκ της Δ.Ε.Η. <box>923 1561 994 1573</box>
excursion-t8: Τηλ. 2 72.212 - 2 22.580 <box>1044 2010 1166 2020</box>
excursion-t5: ΠΡΑΚΤΟΡΕΙΟ <box>1072 1977 1137 1987</box>
doctor-name: ΔΗΜΗΤΡΙΟΣ ΜΑΝΙΔΑΣ ΑΚΟΥ <box>1400 745 1556 757</box>
article-text: ΑΘΗΝΑΙ, 12.— Πάνω από 13.000 παιδιά έλαβαν μέρος στο διαγωνισμό ζωγραφικής των καταστημάτων «Αφοί Λαμπροπούλοι». <box>429 955 616 1020</box>
doctor-specialty: Ωτορινολαρυγγολόγος <box>1424 756 1532 768</box>
tractor-t4: με ειδικές προσφορές <box>1327 981 1447 992</box>
tenders-banner: Διακηρύξεις - Δημοπρασίαι <box>630 61 1196 183</box>
tender-text: Το ΚΤΕΛ νομού Θεσσαλονίκης διακηρύττει ότι εκθέτει εις μειοδοτικό διαγωνισμό την κατασκευή χειμερινών στολών για τους οδηγούς και εισπράκτορες. <box>630 202 908 253</box>
trip-dates: 18—28 Οκτωβρίου <box>515 1521 608 1533</box>
tender-signature: Ο ΓΕΝΙΚΟΣ ΔΙΕΥΘΥΝΤΗΣ <box>990 517 1124 529</box>
dei-outage-p4: ΠΕΡΙΟΧΗ ΘΕΣΣΑΛΟΝΙΚΗΣ: Από ώρας 08.00—16.00, εις την περιοχήν της πόλεως της 16ης κ.λπ. <box>637 1460 994 1486</box>
tender-notice <box>918 540 1196 662</box>
tender-notice <box>630 708 908 819</box>
excursion-t3: από 26-10-76 έως 28-10-76 <box>1037 1957 1173 1967</box>
headline-contest: ΔΙΑΓΩΝΙΣΜΟΣ ΓΙΑ ΠΑΙΔΙΑ ΣΤΑ ΚΑΤΑΣΤΗΜΑΤΑ «ΑΦΟΙ ΛΑΜΠΡΟΠΟΥΛΟΙ» <box>436 852 609 890</box>
witte-ad <box>39 1390 415 1612</box>
delfin-line6: ΑΡΙΣΤΟΤΕΛΟΥΣ 3 <box>475 1292 570 1304</box>
trip-dates: 24—28 Οκτωβρίου <box>515 1423 608 1435</box>
article-text: ΑΘΗΝΑΙ, 12.— Με αποφάσεις του υπουργού συντονισμού υπήχθησαν στις διατάξεις του νόμου οκτώ επιχειρήσεις. <box>1391 544 1564 596</box>
doucas-trip-list <box>437 1424 608 1535</box>
subaru-line1: SUBARU 1400 <box>438 1607 607 1633</box>
doucas-footer-3: ΠΡΟΞΕΝΟΥ <box>492 1562 553 1574</box>
trip-row <box>437 1449 608 1461</box>
tender-signature: Ο πρόεδρος <box>740 569 798 581</box>
tender-text: Το ιερατικόν ταμείον Εβρου διακηρύττει διαγωνισμό για την ανάθεση ηλεκτρομηχανολογικών εγκαταστάσεων. <box>630 486 908 524</box>
